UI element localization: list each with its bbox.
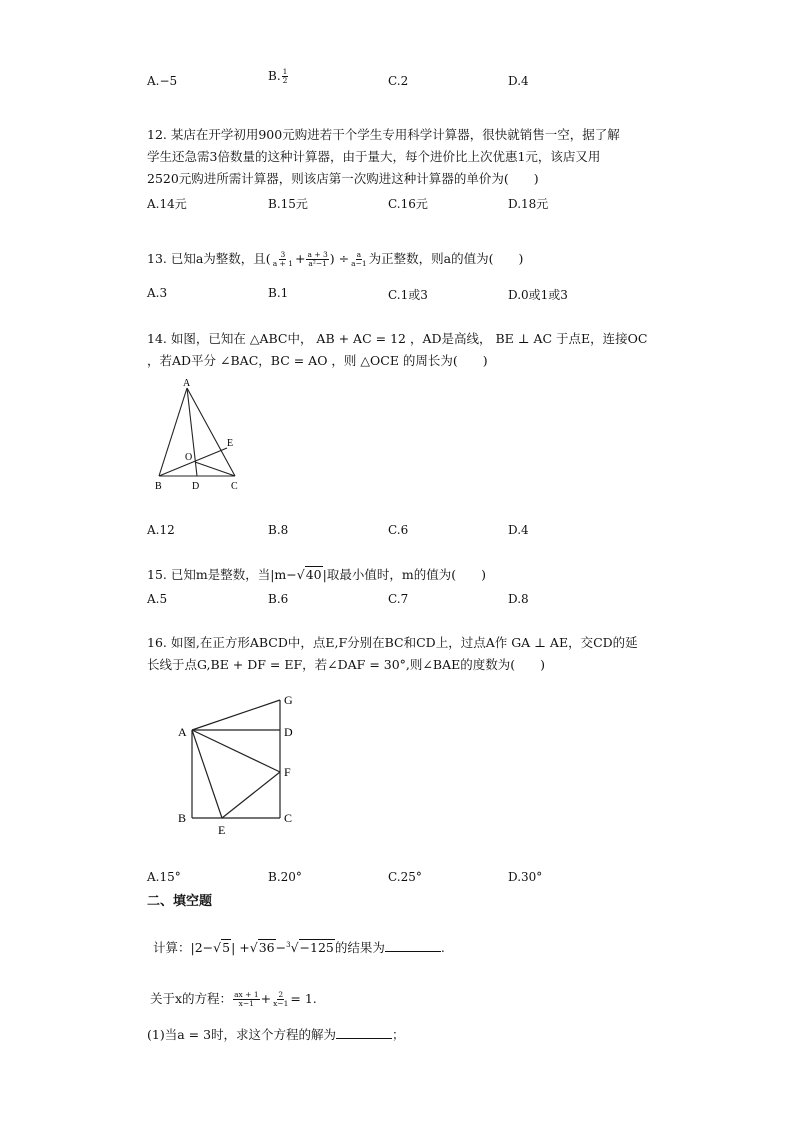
q16-option-c: C.25°: [388, 870, 422, 884]
q14-triangle-figure: [147, 378, 257, 496]
q16-square-figure: [170, 690, 330, 838]
label-f: F: [284, 765, 291, 779]
q11-option-c: C.2: [388, 74, 409, 88]
q16-line2: 长线于点G,BE + DF = EF，若∠DAF = 30°,则∠BAE的度数为( ): [147, 657, 545, 672]
fill2-stem: [150, 988, 317, 1010]
label-d: D: [192, 481, 200, 492]
label-e: E: [218, 823, 226, 837]
fill1-radicand-2: 36: [258, 940, 275, 956]
q12-line2: 学生还急需3倍数量的这种计算器，由于量大，每个进价比上次优惠1元，该店又用: [147, 149, 601, 164]
fill1-radicand-3: −125: [299, 940, 334, 956]
frac-denominator: 2: [282, 76, 288, 85]
q13-stem: [147, 248, 523, 270]
q14-line1: 14. 如图，已知在 △ABC中， AB + AC = 12 ，AD是高线， BE ⊥ AC 于点E，连接OC: [147, 331, 648, 346]
fill1-mid1: | +: [231, 940, 250, 956]
frac-denominator: x−1: [238, 999, 254, 1008]
q13-option-a: A.3: [147, 286, 168, 300]
frac-denominator: a + 1: [272, 259, 293, 268]
frac-denominator: a−1: [351, 259, 367, 268]
q15-radicand: 40: [305, 567, 322, 582]
label-b: B: [155, 481, 162, 492]
fill1-cube-index: 3: [286, 941, 291, 949]
fill2-answer-blank[interactable]: [336, 1026, 392, 1039]
fill1-stem: [153, 934, 445, 959]
q15-option-b: B.6: [268, 592, 289, 606]
q11-option-b-fraction: [282, 68, 289, 85]
q14-option-a: A.12: [147, 523, 175, 537]
q13-divide: ) ÷: [329, 251, 350, 266]
frac-denominator: a²−1: [308, 259, 327, 268]
fill2-suffix: = 1.: [290, 991, 317, 1006]
fill1-radicand-1: 5: [222, 940, 231, 956]
fill2-fraction-1: [233, 991, 260, 1008]
fill2-sub1-prefix: (1)当a = 3时，求这个方程的解为: [147, 1027, 337, 1042]
sqrt-symbol: √: [249, 940, 258, 956]
segment-af: [192, 730, 280, 772]
label-o: O: [185, 452, 193, 463]
q15-suffix: |取最小值时，m的值为( ): [322, 567, 486, 582]
q16-option-b: B.20°: [268, 870, 302, 884]
frac-numerator: 1: [282, 67, 288, 76]
section-title-fill-in: 二、填空题: [147, 894, 213, 909]
segment-ab: [159, 388, 187, 476]
q15-stem: [147, 564, 486, 586]
fill1-prefix: 计算：|2−: [153, 940, 214, 956]
fill2-sub1: [147, 1024, 405, 1046]
fill1-answer-blank[interactable]: [385, 939, 441, 952]
q13-fraction-1: [272, 251, 294, 268]
q13-suffix: 为正整数，则a的值为( ): [368, 251, 524, 266]
segment-ac: [187, 388, 235, 476]
q14-option-b: B.8: [268, 523, 289, 537]
label-b: B: [178, 811, 187, 825]
q15-prefix: 15. 已知m是整数，当|m−: [147, 567, 297, 582]
fill2-fraction-2: [272, 991, 289, 1008]
q15-option-d: D.8: [508, 592, 529, 606]
q14-line2: ，若AD平分 ∠BAC，BC = AO ，则 △OCE 的周长为( ): [147, 353, 488, 368]
q12-option-b: B.15元: [268, 197, 308, 211]
segment-be: [159, 448, 227, 476]
label-a: A: [183, 378, 191, 389]
fill1-end: .: [440, 940, 445, 956]
q12-option-a: A.14元: [147, 197, 187, 211]
sqrt-symbol: √: [296, 567, 305, 582]
label-c: C: [284, 811, 293, 825]
q12-line3: 2520元购进所需计算器，则该店第一次购进这种计算器的单价为( ): [147, 171, 539, 186]
fill2-prefix: 关于x的方程：: [150, 991, 233, 1006]
q15-option-a: A.5: [147, 592, 168, 606]
fill2-plus: +: [260, 991, 272, 1006]
q12-option-c: C.16元: [388, 197, 428, 211]
frac-numerator: a + 3: [307, 250, 328, 259]
sqrt-symbol: √: [290, 940, 299, 956]
frac-numerator: 2: [278, 990, 284, 999]
fill1-mid2: −: [275, 940, 287, 956]
label-c: C: [231, 481, 238, 492]
q16-line1: 16. 如图,在正方形ABCD中，点E,F分别在BC和CD上，过点A作 GA ⊥ AE，交CD的延: [147, 635, 638, 650]
label-a: A: [178, 725, 187, 739]
frac-numerator: 3: [280, 250, 286, 259]
label-d: D: [284, 725, 293, 739]
q15-option-c: C.7: [388, 592, 409, 606]
q16-option-d: D.30°: [508, 870, 543, 884]
q11-option-b-prefix: B.: [268, 69, 281, 83]
q12-option-d: D.18元: [508, 197, 549, 211]
frac-numerator: a: [356, 250, 362, 259]
q11-option-d: D.4: [508, 74, 529, 88]
q11-option-b: [268, 68, 289, 85]
q13-option-b: B.1: [268, 286, 289, 300]
fill1-suffix: 的结果为: [334, 940, 385, 956]
frac-denominator: x−1: [273, 999, 289, 1008]
segment-ae: [192, 730, 222, 818]
q13-fraction-2: [306, 251, 328, 268]
q14-option-c: C.6: [388, 523, 409, 537]
label-e: E: [227, 438, 234, 449]
segment-ef: [222, 772, 280, 818]
q13-plus: +: [294, 251, 306, 266]
segment-ag: [192, 700, 280, 730]
q13-option-d: D.0或1或3: [508, 288, 568, 302]
q13-option-c: C.1或3: [388, 288, 428, 302]
q13-prefix: 13. 已知a为整数，且(: [147, 251, 271, 266]
label-g: G: [284, 693, 293, 707]
q13-fraction-3: [350, 251, 368, 268]
fill2-sub1-suffix: ；: [392, 1027, 405, 1042]
q12-line1: 12. 某店在开学初用900元购进若干个学生专用科学计算器，很快就销售一空，据了解: [147, 127, 620, 142]
q14-option-d: D.4: [508, 523, 529, 537]
q16-option-a: A.15°: [147, 870, 181, 884]
sqrt-symbol: √: [213, 940, 222, 956]
q11-option-a: A.−5: [147, 74, 178, 88]
frac-numerator: ax + 1: [234, 990, 259, 999]
